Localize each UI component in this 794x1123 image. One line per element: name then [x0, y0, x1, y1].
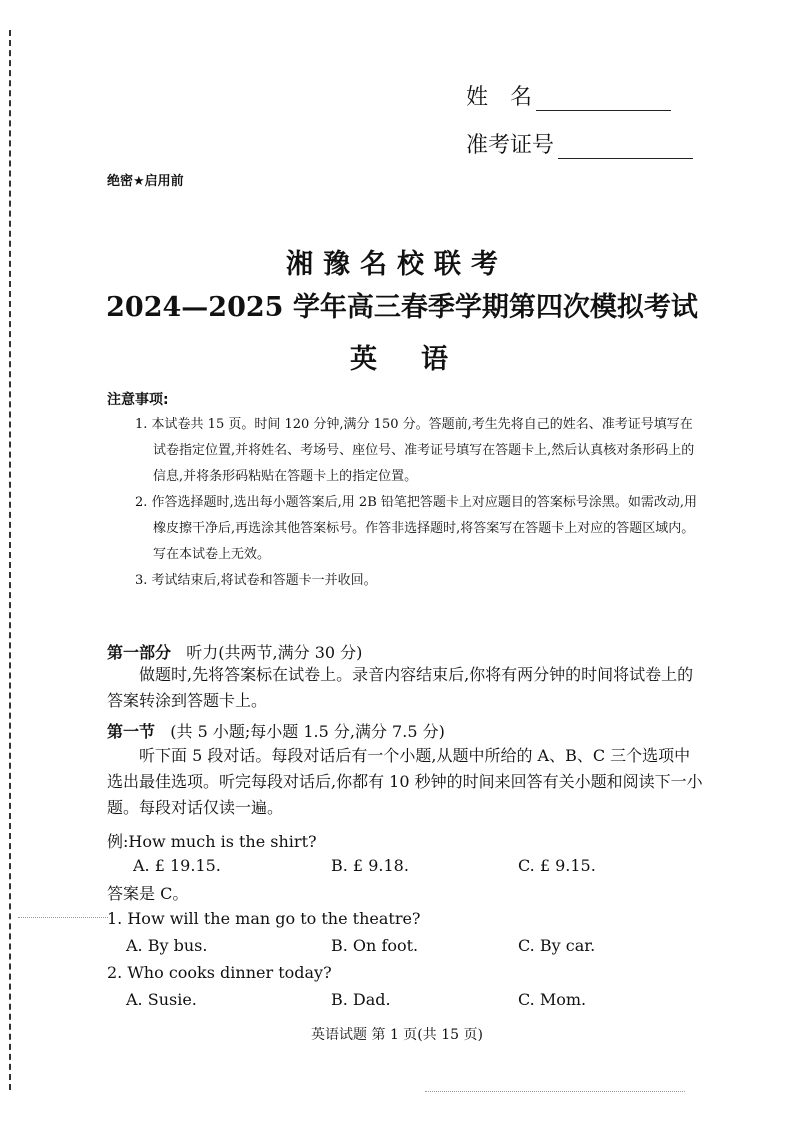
question-1-option-b: B. On foot. [331, 936, 419, 955]
question-1-stem: 1. How will the man go to the theatre? [107, 909, 421, 928]
example-question: 例:How much is the shirt? [107, 832, 317, 851]
example-option-a: A. £ 19.15. [133, 856, 221, 875]
example-option-b: B. £ 9.18. [331, 856, 409, 875]
notice-item: 1. 本试卷共 15 页。时间 120 分钟,满分 150 分。答题前,考生先将自己的姓名、准考证号填写在试卷指定位置,并将姓名、考场号、座位号、准考证号填写在答题卡上,然后认真核对条形码上的信息,并将条形码粘贴在答题卡上的指定位置。 [135, 417, 695, 484]
exam-id-label: 准考证号 [466, 133, 555, 158]
part1-instruction: 做题时,先将答案标在试卷上。录音内容结束后,你将有两分钟的时间将试卷上的答案转涂到答题卡上。 [107, 665, 694, 710]
scan-artifact-line [425, 1091, 685, 1092]
page-footer: 英语试题 第 1 页(共 15 页) [311, 1027, 483, 1043]
exam-id-line [558, 138, 693, 159]
part1-title: 听力(共两节,满分 30 分) [186, 643, 363, 662]
question-1-option-a: A. By bus. [126, 936, 208, 955]
section1-heading [107, 719, 445, 742]
subject-title: 英语 [350, 344, 492, 375]
confidential-mark: 绝密★启用前 [107, 174, 184, 189]
example-option-c: C. £ 9.15. [518, 856, 596, 875]
question-2-option-a: A. Susie. [126, 990, 197, 1009]
exam-id-field [466, 128, 693, 159]
notice-heading: 注意事项: [107, 392, 169, 408]
exam-session-title: 2024—2025 学年高三春季学期第四次模拟考试 [106, 292, 698, 323]
section1-label: 第一节 [107, 722, 156, 741]
name-line [536, 90, 671, 111]
part1-heading [107, 640, 362, 663]
notice-list [135, 412, 703, 594]
example-answer: 答案是 C。 [107, 884, 189, 903]
question-1-option-c: C. By car. [518, 936, 596, 955]
scan-artifact-line [18, 917, 108, 918]
section1-instruction: 听下面 5 段对话。每段对话后有一个小题,从题中所给的 A、B、C 三个选项中选出最佳选项。听完每段对话后,你都有 10 秒钟的时间来回答有关小题和阅读下一小题。每段对话仅读一遍。 [107, 746, 703, 817]
section1-title: (共 5 小题;每小题 1.5 分,满分 7.5 分) [170, 722, 445, 741]
notice-item: 2. 作答选择题时,选出每小题答案后,用 2B 铅笔把答题卡上对应题目的答案标号涂黑。如需改动,用橡皮擦干净后,再选涂其他答案标号。作答非选择题时,将答案写在答题卡上对应的答题区域内。写在本试卷上无效。 [135, 495, 698, 562]
notice-item: 3. 考试结束后,将试卷和答题卡一并收回。 [135, 573, 377, 588]
name-label: 姓 名 [466, 85, 533, 110]
exam-union-title: 湘豫名校联考 [286, 249, 508, 280]
name-field [466, 80, 671, 111]
question-2-stem: 2. Who cooks dinner today? [107, 963, 332, 982]
question-2-option-c: C. Mom. [518, 990, 587, 1009]
question-2-option-b: B. Dad. [331, 990, 391, 1009]
binding-edge [9, 30, 11, 1090]
part1-label: 第一部分 [107, 643, 172, 662]
